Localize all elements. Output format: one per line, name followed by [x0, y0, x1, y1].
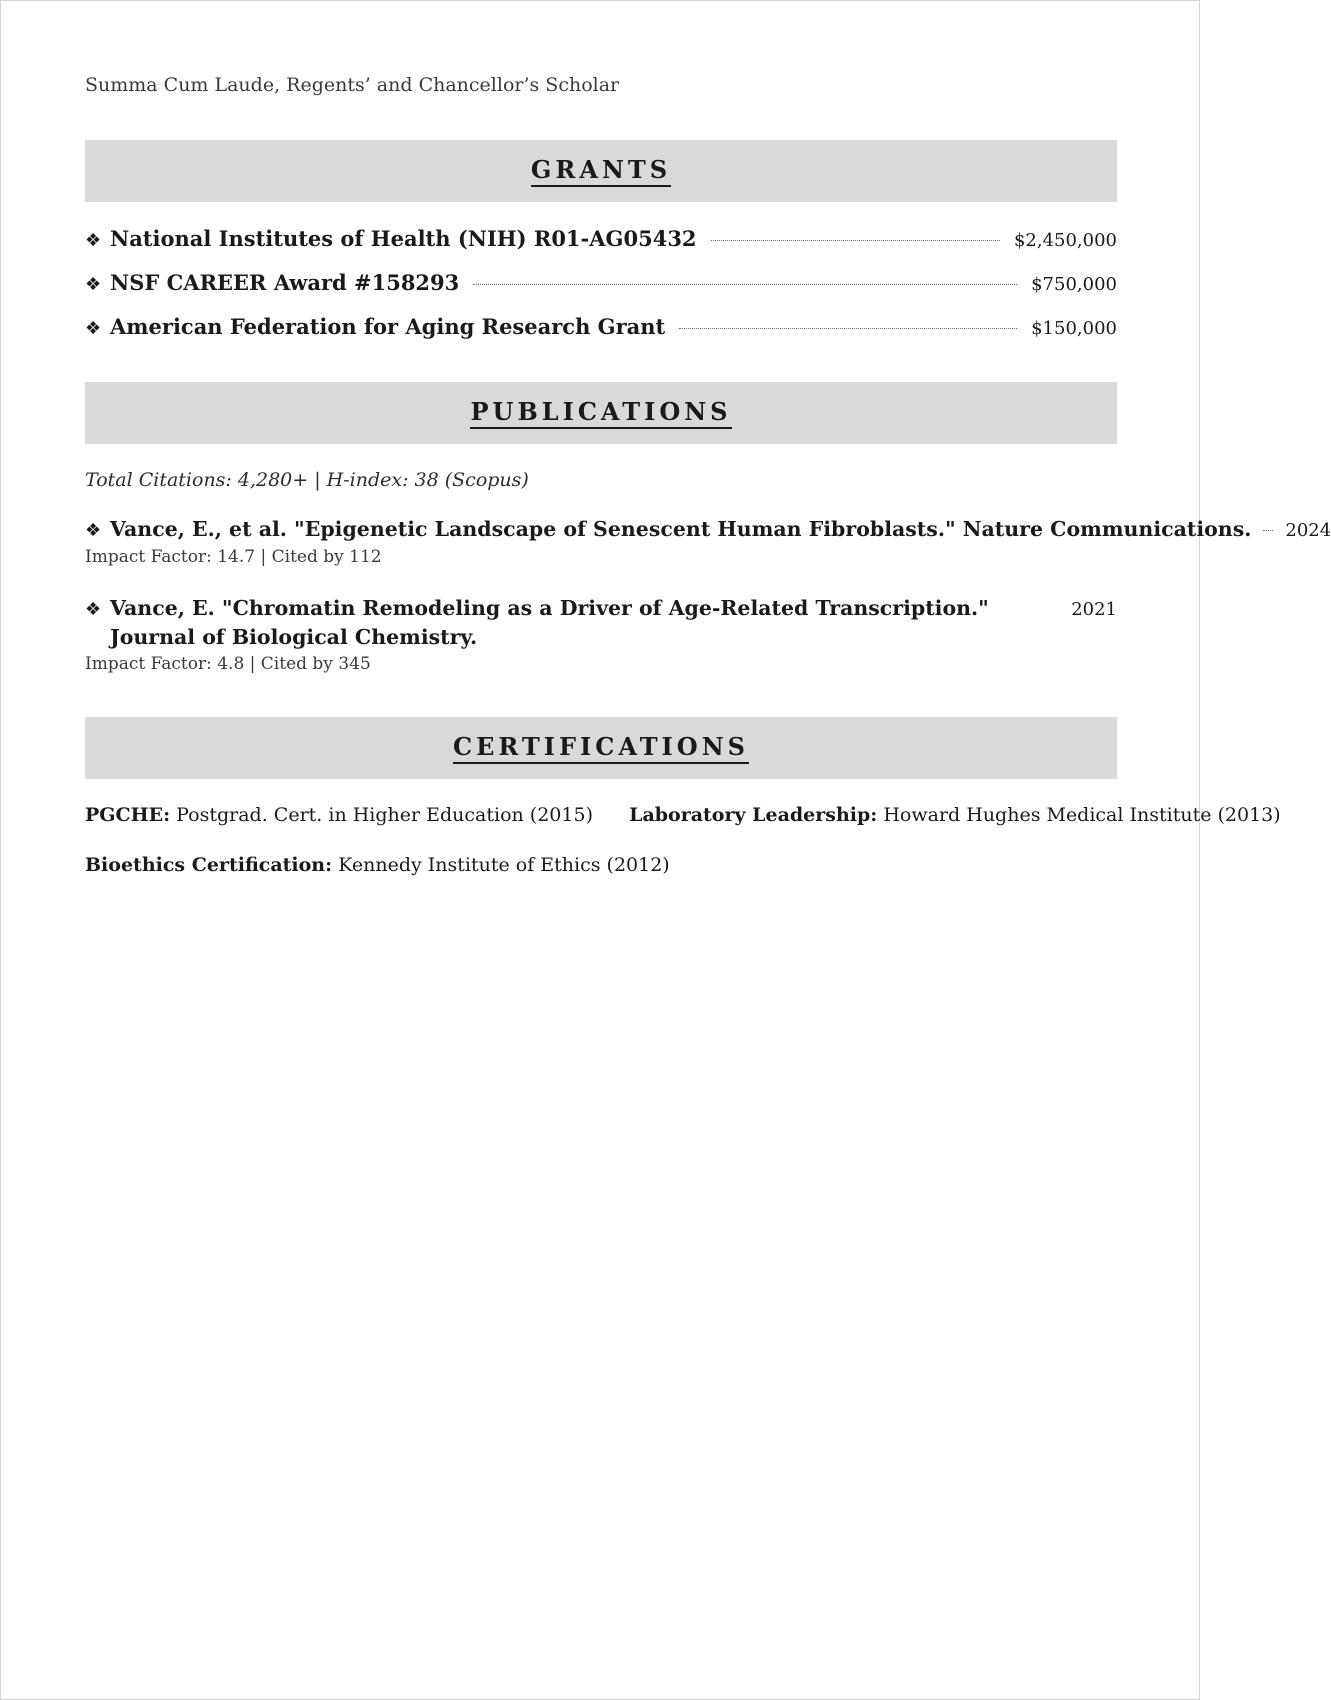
grant-amount: $2,450,000 — [1013, 230, 1117, 251]
section-title-publications: PUBLICATIONS — [470, 399, 731, 429]
certification-line — [85, 804, 1281, 826]
citation-summary: Total Citations: 4,280+ | H-index: 38 (Scopus) — [85, 469, 529, 491]
publication-citation: Vance, E., et al. "Epigenetic Landscape of Senescent Human Fibroblasts." Nature Communications. — [110, 517, 1252, 541]
certifications-section-header — [85, 717, 1117, 779]
dotted-leader — [711, 240, 1000, 241]
publication-year: 2024 — [1285, 520, 1331, 541]
certification-value: Postgrad. Cert. in Higher Education (2015) — [176, 804, 593, 826]
certification-value: Howard Hughes Medical Institute (2013) — [883, 804, 1281, 826]
certification-item — [85, 804, 599, 826]
dotted-leader — [473, 284, 1017, 285]
grant-name: American Federation for Aging Research Grant — [110, 314, 666, 339]
bullet-icon: ❖ — [85, 520, 102, 541]
grants-section-header — [85, 140, 1117, 202]
publication-meta: Impact Factor: 14.7 | Cited by 112 — [85, 547, 382, 567]
section-title-grants: GRANTS — [531, 157, 671, 187]
grant-name: National Institutes of Health (NIH) R01-AG05432 — [110, 226, 697, 251]
certification-label: Bioethics Certification: — [85, 854, 333, 876]
grant-name: NSF CAREER Award #158293 — [110, 270, 460, 295]
publication-year: 2021 — [1071, 599, 1117, 620]
publication-item — [85, 515, 1331, 544]
publication-item — [85, 594, 1117, 652]
bullet-icon: ❖ — [85, 318, 102, 339]
certification-item — [629, 804, 1281, 826]
grant-item — [85, 270, 1117, 300]
publication-citation: Vance, E. "Chromatin Remodeling as a Driver of Age-Related Transcription." Journal of Biological Chemistry. — [110, 596, 989, 649]
certification-item — [85, 854, 670, 876]
certification-line — [85, 854, 670, 876]
grant-item — [85, 314, 1117, 344]
publications-section-header — [85, 382, 1117, 444]
grant-amount: $750,000 — [1031, 274, 1117, 295]
honors-line: Summa Cum Laude, Regents’ and Chancellor’s Scholar — [85, 74, 620, 96]
dotted-leader — [1263, 530, 1273, 531]
certification-label: Laboratory Leadership: — [629, 804, 878, 826]
publication-meta: Impact Factor: 4.8 | Cited by 345 — [85, 654, 371, 674]
section-title-certifications: CERTIFICATIONS — [453, 734, 749, 764]
dotted-leader — [679, 328, 1017, 329]
grant-amount: $150,000 — [1031, 318, 1117, 339]
bullet-icon: ❖ — [85, 274, 102, 295]
grant-item — [85, 226, 1117, 256]
bullet-icon: ❖ — [85, 599, 102, 620]
certification-label: PGCHE: — [85, 804, 171, 826]
certification-value: Kennedy Institute of Ethics (2012) — [338, 854, 670, 876]
bullet-icon: ❖ — [85, 230, 102, 251]
